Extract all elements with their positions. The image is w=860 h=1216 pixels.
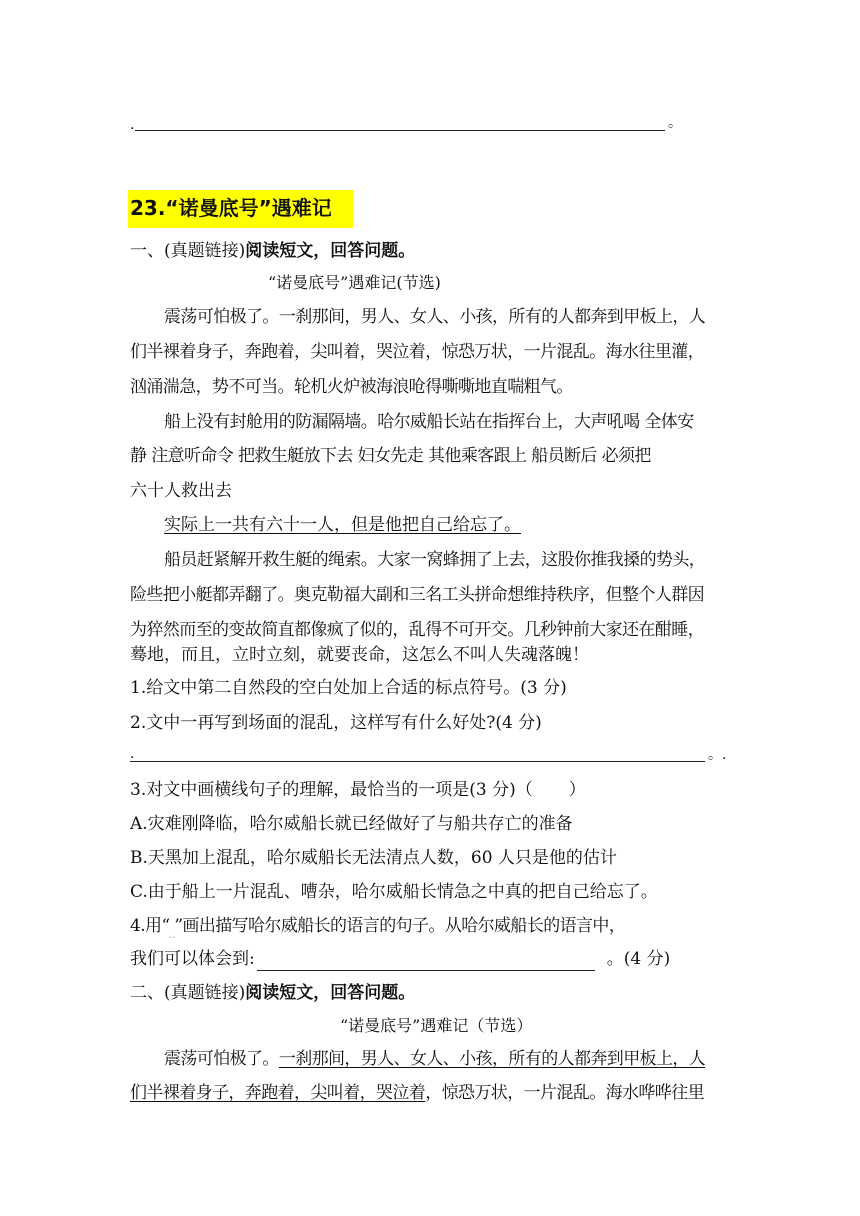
paragraph-line: 险些把小艇都弄翻了。奥克勒福大副和三名工头拼命想维持秩序，但整个人群因 [130, 585, 704, 605]
option-c: C.由于船上一片混乱、嘈杂，哈尔威船长情急之中真的把自己给忘了。 [130, 882, 658, 902]
question-4-rest: ”画出描写哈尔威船长的语言的句子。从哈尔威船长的语言中， [174, 916, 626, 936]
paragraph-line: 汹涌湍急，势不可当。轮机火炉被海浪呛得嘶嘶地直喘粗气。 [130, 377, 573, 397]
option-b: B.天黑加上混乱，哈尔威船长无法清点人数，60 人只是他的估计 [130, 848, 617, 868]
underlined-fragment: 一刹那间，男人、女人、小孩，所有的人都奔到甲板上，人 [278, 1049, 706, 1069]
part1-passage-title: “诺曼底号”遇难记(节选) [268, 273, 441, 292]
answer-line-tail: 。. [708, 747, 727, 763]
paragraph-line [130, 643, 735, 667]
section-title: 23.“诺曼底号”遇难记 [130, 196, 332, 220]
top-answer-dot: . [130, 117, 135, 133]
question-1: 1.给文中第二自然段的空白处加上合适的标点符号。(3 分) [130, 678, 567, 698]
question-4-answer [130, 947, 735, 971]
paragraph-line: 船上没有封舱用的防漏隔墙。哈尔威船长站在指挥台上，大声吼喝 全体安 [164, 412, 694, 432]
question-4-lead: 4.用“ [130, 916, 170, 936]
underlined-fragment: 们半裸着身子，奔跑着，尖叫着，哭泣着 [130, 1083, 426, 1103]
paragraph-fragment: 蓦地， [130, 645, 181, 665]
answer-line [130, 745, 705, 762]
part2-passage-title: “诺曼底号”遇难记（节选） [340, 1016, 533, 1035]
question-4-prompt: 我们可以体会到: [130, 949, 255, 969]
paragraph-line: 震荡可怕极了。一刹那间，男人、女人、小孩，所有的人都奔到甲板上，人 [164, 307, 706, 327]
part1-heading-prefix: 一、(真题链接) [130, 241, 246, 261]
question-4-score: 。(4 分) [606, 949, 671, 969]
paragraph-line: 六十人救出去 [130, 481, 232, 501]
answer-blank [257, 969, 595, 971]
part2-heading-main: 阅读短文，回答问题。 [245, 983, 416, 1003]
part2-heading-prefix: 二、(真题链接) [130, 983, 246, 1003]
paragraph-line [130, 1081, 735, 1105]
paragraph-line: 为猝然而至的变故简直都像疯了似的，乱得不可开交。几秒钟前大家还在酣睡， [130, 620, 704, 640]
paragraph-line: 们半裸着身子，奔跑着，尖叫着，哭泣着，惊恐万状，一片混乱。海水往里灌， [130, 342, 704, 362]
question-3-close-paren: ） [568, 780, 586, 800]
option-a: A.灾难刚降临，哈尔威船长就已经做好了与船共存亡的准备 [130, 814, 573, 834]
underlined-sentence-text: 实际上一共有六十一人，但是他把自己给忘了。 [164, 515, 521, 535]
paragraph-fragment: 震荡可怕极了。 [164, 1049, 279, 1069]
paragraph-fragment: ，惊恐万状，一片混乱。海水哗哗往里 [425, 1083, 705, 1103]
top-answer-period: 。 [668, 115, 682, 131]
paragraph-line: 船员赶紧解开救生艇的绳索。大家一窝蜂拥了上去，这股你推我搡的势头， [164, 550, 706, 570]
underlined-sentence [130, 513, 735, 537]
question-3-text: 3.对文中画横线句子的理解，最恰当的一项是(3 分)（ [130, 780, 533, 800]
answer-line-dot: . [130, 746, 135, 762]
paragraph-line [130, 1047, 735, 1071]
question-3 [130, 778, 735, 802]
top-answer-line [135, 120, 665, 131]
part1-heading-main: 阅读短文，回答问题。 [245, 241, 416, 261]
part2-heading [130, 981, 735, 1005]
paragraph-line: 静 注意听命令 把救生艇放下去 妇女先走 其他乘客跟上 船员断后 必须把 [130, 446, 651, 466]
question-2: 2.文中一再写到场面的混乱，这样写有什么好处?(4 分) [130, 713, 542, 733]
paragraph-fragment: 而且，立时立刻，就要丧命，这怎么不叫人失魂落魄！ [181, 645, 589, 665]
question-4 [130, 914, 735, 938]
part1-heading [130, 239, 735, 263]
